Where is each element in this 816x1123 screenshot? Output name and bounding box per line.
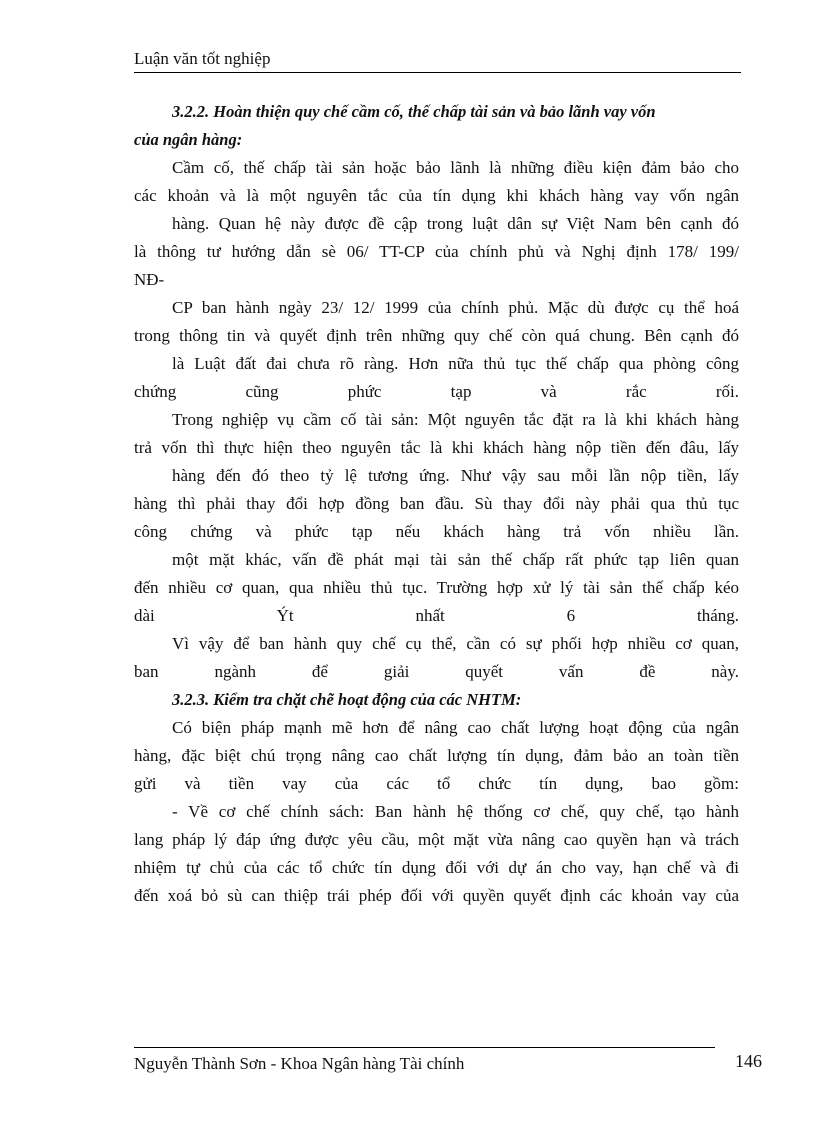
text-line: chứng cũng phức tạp và rắc rối. [134,382,739,401]
footer-divider [134,1047,715,1048]
running-header: Luận văn tốt nghiệp [134,48,741,73]
text-line: một mặt khác, vấn đề phát mại tài sản thế chấp rất phức tạp liên quan [172,550,739,569]
text-line: Vì vậy để ban hành quy chế cụ thể, cần có sự phối hợp nhiều cơ quan, [172,634,739,653]
text-line: nhiệm tự chủ của các tổ chức tín dụng đối với dự án cho vay, hạn chế và đi [134,858,739,877]
page-number: 146 [735,1051,762,1071]
text-line: trong thông tin và quyết định trên những quy chế còn quá chung. Bên cạnh đó [134,326,739,345]
section-heading-3-2-3: 3.2.3. Kiểm tra chặt chẽ hoạt động của các NHTM: [172,690,522,709]
text-line: trả vốn thì thực hiện theo nguyên tắc là khi khách hàng nộp tiền đến đâu, lấy [134,438,739,457]
text-line: hàng, đặc biệt chú trọng nâng cao chất lượng tín dụng, đảm bảo an toàn tiền [134,746,739,765]
text-line: hàng thì phải thay đổi hợp đồng ban đầu. Sù thay đổi này phải qua thủ tục [134,494,739,513]
text-line: là thông tư hướng dẫn sè 06/ TT-CP của chính phủ và Nghị định 178/ 199/ [134,242,739,261]
text-line: hàng. Quan hệ này được đề cập trong luật dân sự Việt Nam bên cạnh đó [172,214,739,233]
text-line: hàng đến đó theo tỷ lệ tương ứng. Như vậy sau mỗi lần nộp tiền, lấy [172,466,739,485]
text-line: đến xoá bỏ sù can thiệp trái phép đối với quyền quyết định các khoản vay của [134,886,739,905]
text-line: lang pháp lý đáp ứng được yêu cầu, một mặt vừa nâng cao quyền hạn và trách [134,830,739,849]
text-line: gửi và tiền vay của các tổ chức tín dụng, bao gồm: [134,774,739,793]
text-line: - Về cơ chế chính sách: Ban hành hệ thống cơ chế, quy chế, tạo hành [172,802,739,821]
footer-author: Nguyễn Thành Sơn - Khoa Ngân hàng Tài chính [134,1054,465,1073]
section-heading-3-2-2-cont: của ngân hàng: [134,130,243,149]
text-line: dài Ýt nhất 6 tháng. [134,606,739,625]
text-line: Cầm cố, thế chấp tài sản hoặc bảo lãnh là những điều kiện đảm bảo cho [172,158,739,177]
text-line: đến nhiều cơ quan, qua nhiều thủ tục. Trường hợp xử lý tài sản thế chấp kéo [134,578,739,597]
text-line: là Luật đất đai chưa rõ ràng. Hơn nữa thủ tục thế chấp qua phòng công [172,354,739,373]
text-line: Trong nghiệp vụ cầm cố tài sản: Một nguyên tắc đặt ra là khi khách hàng [172,410,739,429]
text-line: Có biện pháp mạnh mẽ hơn để nâng cao chất lượng hoạt động của ngân [172,718,739,737]
text-line: các khoản và là một nguyên tắc của tín dụng khi khách hàng vay vốn ngân [134,186,739,205]
text-line: NĐ- [134,270,165,289]
section-heading-3-2-2: 3.2.2. Hoàn thiện quy chế cầm cố, thế chấp tài sản và bảo lãnh vay vốn [172,102,656,121]
text-line: công chứng và phức tạp nếu khách hàng trả vốn nhiều lần. [134,522,739,541]
text-line: ban ngành để giải quyết vấn đề này. [134,662,739,681]
document-body [134,98,739,910]
text-line: CP ban hành ngày 23/ 12/ 1999 của chính phủ. Mặc dù được cụ thể hoá [172,298,739,317]
